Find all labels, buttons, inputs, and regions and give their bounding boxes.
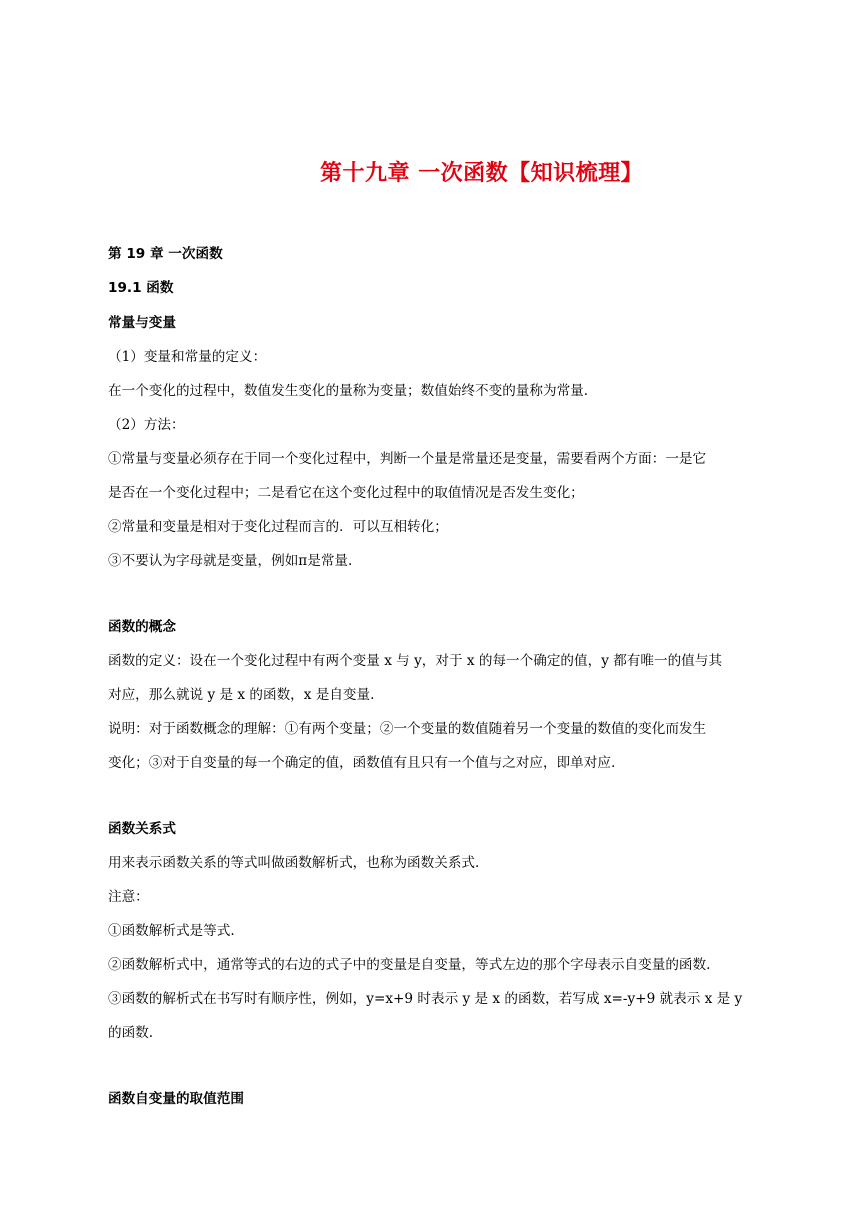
relation-point1: ①函数解析式是等式. — [108, 923, 235, 939]
relation-point3-line2: 的函数. — [108, 1025, 154, 1041]
point3: ③不要认为字母就是变量，例如π是常量. — [108, 553, 353, 569]
definition-line2: 对应，那么就说 y 是 x 的函数，x 是自变量. — [108, 687, 375, 703]
note-line2: 变化；③对于自变量的每一个确定的值，函数值有且只有一个值与之对应，即单对应. — [108, 755, 616, 771]
note-line1: 说明：对于函数概念的理解：①有两个变量；②一个变量的数值随着另一个变量的数值的变化而发生 — [108, 721, 707, 737]
relation-point2: ②函数解析式中，通常等式的右边的式子中的变量是自变量，等式左边的那个字母表示自变量的函数. — [108, 957, 711, 973]
point1-line2: 是否在一个变化过程中；二是看它在这个变化过程中的取值情况是否发生变化； — [108, 485, 584, 501]
heading-domain: 函数自变量的取值范围 — [108, 1091, 244, 1107]
document-title: 第十九章 一次函数【知识梳理】 — [320, 161, 644, 186]
point1-line1: ①常量与变量必须存在于同一个变化过程中，判断一个量是常量还是变量，需要看两个方面：一是它 — [108, 451, 707, 467]
section-heading: 19.1 函数 — [108, 280, 174, 296]
item1-label: （1）变量和常量的定义： — [108, 349, 267, 365]
heading-constant-variable: 常量与变量 — [108, 315, 176, 331]
item2-label: （2）方法： — [108, 417, 185, 433]
relation-point3-line1: ③函数的解析式在书写时有顺序性，例如，y=x+9 时表示 y 是 x 的函数，若写成 x=-y+9 就表示 x 是 y — [108, 991, 743, 1007]
item1-text: 在一个变化的过程中，数值发生变化的量称为变量；数值始终不变的量称为常量. — [108, 383, 589, 399]
relation-note-label: 注意： — [108, 889, 149, 905]
definition-line1: 函数的定义：设在一个变化过程中有两个变量 x 与 y，对于 x 的每一个确定的值，y 都有唯一的值与其 — [108, 653, 722, 669]
heading-function-concept: 函数的概念 — [108, 619, 176, 635]
chapter-heading: 第 19 章 一次函数 — [108, 246, 223, 262]
relation-text: 用来表示函数关系的等式叫做函数解析式，也称为函数关系式. — [108, 855, 480, 871]
heading-function-relation: 函数关系式 — [108, 821, 176, 837]
point2: ②常量和变量是相对于变化过程而言的．可以互相转化； — [108, 519, 448, 535]
